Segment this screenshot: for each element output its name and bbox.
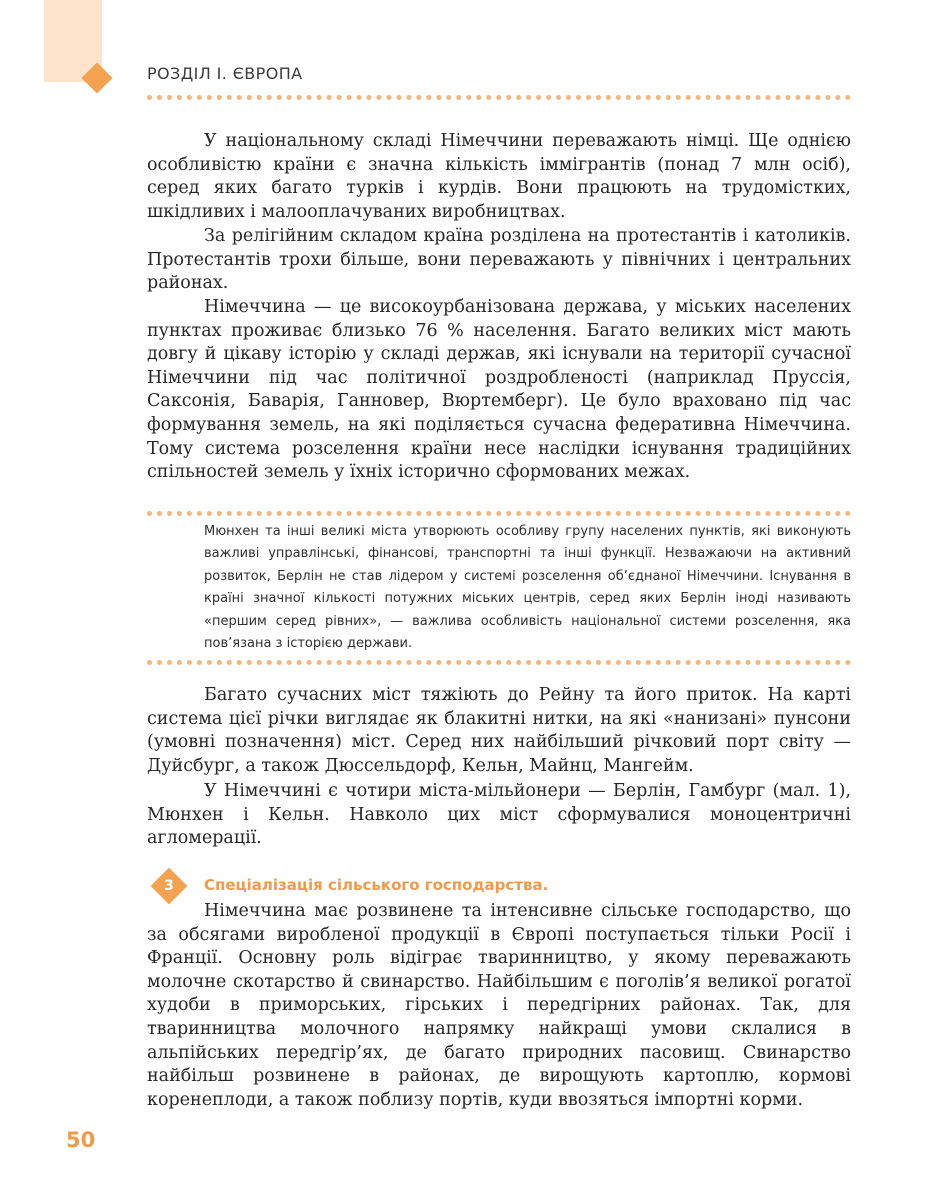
paragraph-urbanization: Німеччина — це високоурбанізована держава, у міських населених пунктах проживає близько 76 % населення. Багато великих міст мають довгу й цікаву історію у складі держав, які існували на території сучасної Німеччини під час політичної роздробленості (наприклад Пруссія, Саксонія, Баварія, Ганновер, Вюртемберг). Це було враховано під час формування земель, на які поділяється сучасна федеративна Німеччина. Тому система розселення країни несе наслідки існування традиційних спільностей земель у їхніх історично сформованих межах. xyxy=(147,297,851,483)
paragraph-religion: За релігійним складом країна розділена на протестантів і католиків. Протестантів трохи більше, вони переважають у північних і центральних районах. xyxy=(147,226,851,294)
paragraph-agriculture: Німеччина має розвинене та інтенсивне сільське господарство, що за обсягами виробленої продукції в Європі поступається тільки Росії і Франції. Основну роль відіграє тваринництво, у якому переважають молочне скотарство й свинарство. Найбільшим є поголів’я великої рогатої худоби в приморських, гірських і передгірних районах. Так, для тваринництва молочного напрямку найкращі умови склалися в альпійських передгір’ях, де багато природних пасовищ. Свинарство найбільш розвинене в районах, де вирощують картоплю, кормові коренеплоди, а також поблизу портів, куди ввозяться імпортні корми. xyxy=(147,901,851,1110)
subsection-number: 3 xyxy=(164,878,174,894)
note-divider-top xyxy=(147,511,851,516)
subsection-title: Спеціалізація сільського господарства. xyxy=(204,876,549,894)
paragraph-rhine: Багато сучасних міст тяжіють до Рейну та його приток. На карті система цієї річки виглядає як блакитні нитки, на які «нанизані» пунсони (умовні позначення) міст. Серед них найбільший річковий порт світу — Дуйсбург, а також Дюссельдорф, Кельн, Майнц, Мангейм. xyxy=(147,685,851,776)
note-block: Мюнхен та інші великі міста утворюють особливу групу населених пунктів, які виконують важливі управлінські, фінансові, транспортні та інші функції. Незважаючи на активний розвиток, Берлін не став лідером у системі розселення об’єднаної Німеччини. Існування в країні значної кількості потужних міських центрів, серед яких Берлін іноді називають «першим серед рівних», — важлива особливість національної системи розселення, яка пов’язана з історією держави. xyxy=(204,524,851,652)
section-title: РОЗДІЛ І. ЄВРОПА xyxy=(147,64,303,83)
page-number: 50 xyxy=(66,1128,96,1152)
header-divider xyxy=(147,95,851,100)
note-divider-bottom xyxy=(147,660,851,665)
paragraph-millionaire-cities: У Німеччині є чотири міста-мільйонери — Берлін, Гамбург (мал. 1), Мюнхен і Кельн. Навколо цих міст сформувалися моноцентричні агломерації. xyxy=(147,781,851,849)
paragraph-ethnic: У національному складі Німеччини переважають німці. Ще однією особливістю країни є значна кількість іммігрантів (понад 7 млн осіб), серед яких багато турків і курдів. Вони працюють на трудомістких, шкідливих і малооплачуваних виробництвах. xyxy=(147,131,851,222)
